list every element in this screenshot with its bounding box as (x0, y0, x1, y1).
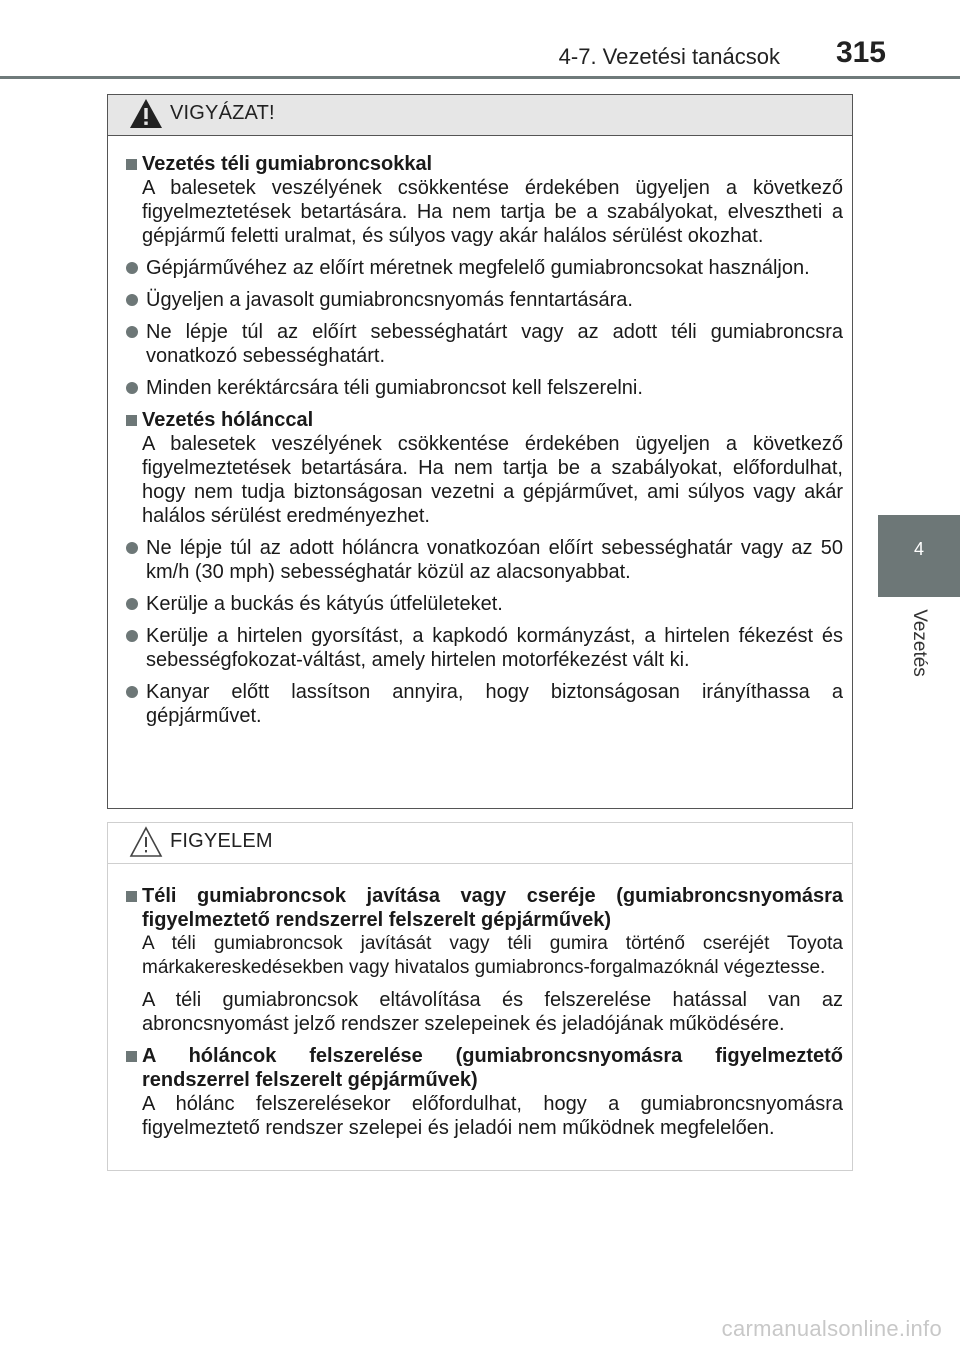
section-heading: Vezetés téli gumiabroncsokkal (126, 152, 843, 176)
list-item: Kerülje a buckás és kátyús útfelületeket. (126, 592, 843, 616)
notice-body (108, 864, 852, 1140)
round-bullet-icon (126, 542, 138, 554)
section-text: A téli gumiabroncsok javítását vagy téli gumira történő cseréjét Toyota márkakereskedésekben vagy hivatalos gumiabroncs-forgalmazóknál végeztesse. (142, 933, 843, 978)
section-text: A balesetek veszélyének csökkentése érdekében ügyeljen a következő figyelmeztetések betartására. Ha nem tartja be a szabályokat, előfordulhat, hogy nem tudja biztonságosan vezetni a gépjárművet, ami súlyos vagy akár halálos sérülést eredményezhet. (142, 433, 843, 527)
warning-title: VIGYÁZAT! (170, 102, 275, 124)
square-bullet-icon (126, 1051, 137, 1062)
chapter-label-text: Vezetés (909, 609, 930, 677)
square-bullet-icon (126, 891, 137, 902)
section-heading: A hóláncok felszerelése (gumiabroncsnyomásra figyelmeztető rendszerrel felszerelt gépjárművek) (126, 1044, 843, 1092)
list-item: Minden keréktárcsára téli gumiabroncsot kell felszerelni. (126, 376, 843, 400)
chapter-label (902, 600, 936, 686)
chapter-number: 4 (913, 539, 924, 559)
round-bullet-icon (126, 262, 138, 274)
list-item: Ne lépje túl az adott hóláncra vonatkozóan előírt sebességhatár vagy az 50 km/h (30 mph) sebességhatár közül az alacsonyabbat. (126, 536, 843, 584)
warning-box (107, 94, 853, 809)
square-bullet-icon (126, 159, 137, 170)
chapter-tab (878, 515, 960, 597)
warning-body (108, 136, 852, 728)
list-item: Kanyar előtt lassítson annyira, hogy biztonságosan irányíthassa a gépjárművet. (126, 680, 843, 728)
round-bullet-icon (126, 326, 138, 338)
round-bullet-icon (126, 630, 138, 642)
header-section-title: 4-7. Vezetési tanácsok (558, 44, 780, 69)
list-item: Gépjárművéhez az előírt méretnek megfelelő gumiabroncsokat használjon. (126, 256, 843, 280)
section-text: A hólánc felszerelésekor előfordulhat, hogy a gumiabroncsnyomásra figyelmeztető rendszer szelepei és jeladói nem működnek megfelelően. (142, 1093, 843, 1139)
notice-title: FIGYELEM (170, 830, 273, 852)
round-bullet-icon (126, 686, 138, 698)
list-item: Ne lépje túl az előírt sebességhatárt vagy az adott téli gumiabroncsra vonatkozó sebességhatárt. (126, 320, 843, 368)
section-text: A balesetek veszélyének csökkentése érdekében ügyeljen a következő figyelmeztetések betartására. Ha nem tartja be a szabályokat, elvesztheti a gépjármű feletti uralmat, és súlyos vagy akár halálos sérülést okozhat. (142, 177, 843, 247)
round-bullet-icon (126, 294, 138, 306)
section-heading: Téli gumiabroncsok javítása vagy cseréje (gumiabroncsnyomásra figyelmeztető rendszerrel felszerelt gépjárművek) (126, 884, 843, 932)
header-divider (0, 76, 960, 79)
page-number: 315 (835, 36, 886, 69)
warning-header (108, 95, 852, 136)
watermark: carmanualsonline.info (721, 1316, 942, 1341)
notice-box (107, 822, 853, 1171)
section-heading: Vezetés hólánccal (126, 408, 843, 432)
notice-header (108, 823, 852, 864)
warning-triangle-icon (128, 97, 164, 131)
round-bullet-icon (126, 598, 138, 610)
round-bullet-icon (126, 382, 138, 394)
list-item: Kerülje a hirtelen gyorsítást, a kapkodó kormányzást, a hirtelen fékezést és sebességfokozat-váltást, amely hirtelen motorfékezést vált ki. (126, 624, 843, 672)
caution-triangle-outline-icon (128, 825, 164, 859)
square-bullet-icon (126, 415, 137, 426)
section-text: A téli gumiabroncsok eltávolítása és felszerelése hatással van az abroncsnyomást jelző rendszer szelepeinek és jeladójának működésére. (142, 989, 843, 1035)
list-item: Ügyeljen a javasolt gumiabroncsnyomás fenntartására. (126, 288, 843, 312)
